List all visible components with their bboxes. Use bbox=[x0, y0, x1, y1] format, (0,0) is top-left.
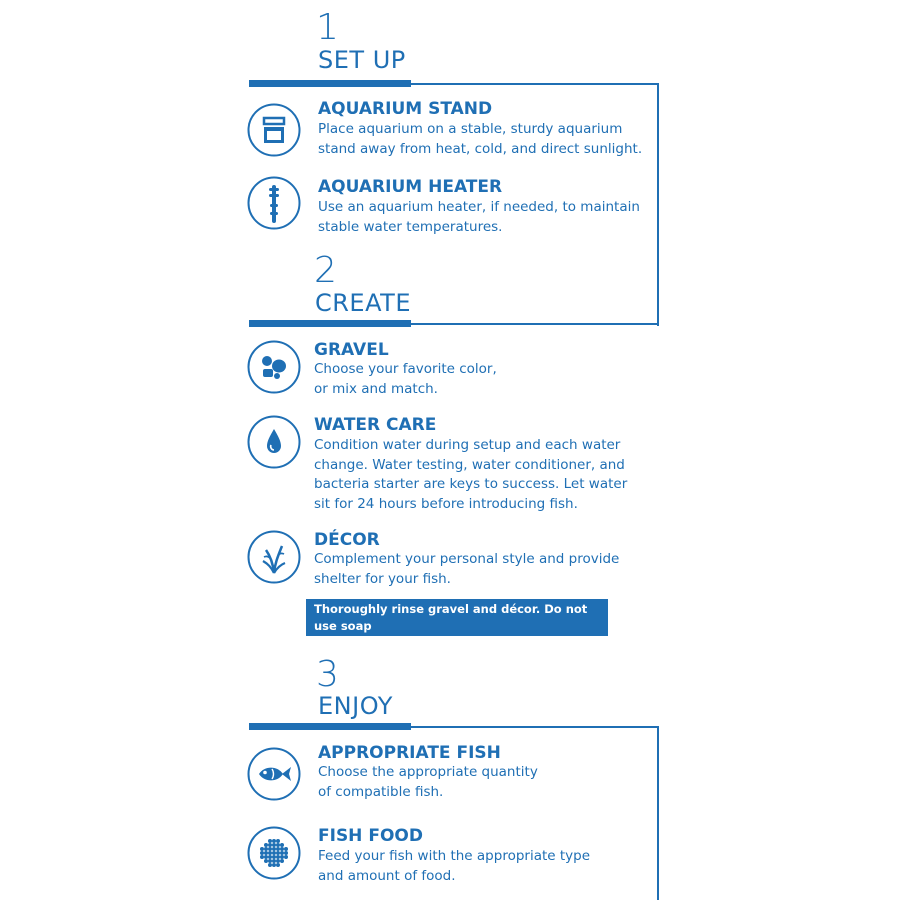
item-desc-fish-food: Feed your fish with the appropriate type and amount of food. bbox=[318, 848, 591, 884]
section-1-number: 1 bbox=[316, 7, 339, 48]
section-2-title: CREATE bbox=[315, 289, 411, 317]
item-title-aquarium-heater: AQUARIUM HEATER bbox=[318, 177, 503, 197]
section-1-right-border bbox=[657, 83, 659, 326]
heater-icon bbox=[247, 176, 301, 230]
section-2-divider-thick bbox=[249, 320, 411, 327]
item-desc-aquarium-stand: Place aquarium on a stable, sturdy aquarium stand away from heat, cold, and direct sunlight. bbox=[318, 121, 643, 157]
rinse-warning-note: Thoroughly rinse gravel and décor. Do not use soap or detergent as they may harm fish. bbox=[306, 599, 608, 636]
section-3-right-border bbox=[657, 726, 659, 900]
item-desc-gravel: Choose your favorite color, or mix and match. bbox=[314, 361, 497, 397]
item-title-appropriate-fish: APPROPRIATE FISH bbox=[318, 743, 501, 763]
item-desc-decor: Complement your personal style and provide shelter for your fish. bbox=[314, 551, 620, 587]
section-3-divider-thin bbox=[411, 726, 659, 728]
section-3-divider-thick bbox=[249, 723, 411, 730]
section-2-divider-thin bbox=[411, 323, 659, 325]
item-desc-appropriate-fish: Choose the appropriate quantity of compatible fish. bbox=[318, 764, 538, 800]
gravel-icon bbox=[247, 340, 301, 394]
item-title-decor: DÉCOR bbox=[314, 530, 380, 550]
item-title-water-care: WATER CARE bbox=[314, 415, 437, 435]
aquarium-stand-icon bbox=[247, 103, 301, 157]
item-title-aquarium-stand: AQUARIUM STAND bbox=[318, 99, 493, 119]
section-1-title: SET UP bbox=[318, 46, 406, 74]
fish-food-icon bbox=[247, 826, 301, 880]
item-title-gravel: GRAVEL bbox=[314, 340, 389, 360]
plant-icon bbox=[247, 530, 301, 584]
section-3-number: 3 bbox=[316, 654, 339, 695]
item-desc-water-care: Condition water during setup and each water change. Water testing, water conditioner, and bacteria starter are keys to success. Let water sit for 24 hours before introducing fish. bbox=[314, 437, 628, 512]
fish-icon bbox=[247, 747, 301, 801]
section-1-divider-thick bbox=[249, 80, 411, 87]
section-3-title: ENJOY bbox=[318, 692, 393, 720]
item-title-fish-food: FISH FOOD bbox=[318, 826, 423, 846]
water-drop-icon bbox=[247, 415, 301, 469]
item-desc-aquarium-heater: Use an aquarium heater, if needed, to maintain stable water temperatures. bbox=[318, 199, 640, 235]
section-2-number: 2 bbox=[314, 250, 337, 291]
section-1-divider-thin bbox=[411, 83, 659, 85]
